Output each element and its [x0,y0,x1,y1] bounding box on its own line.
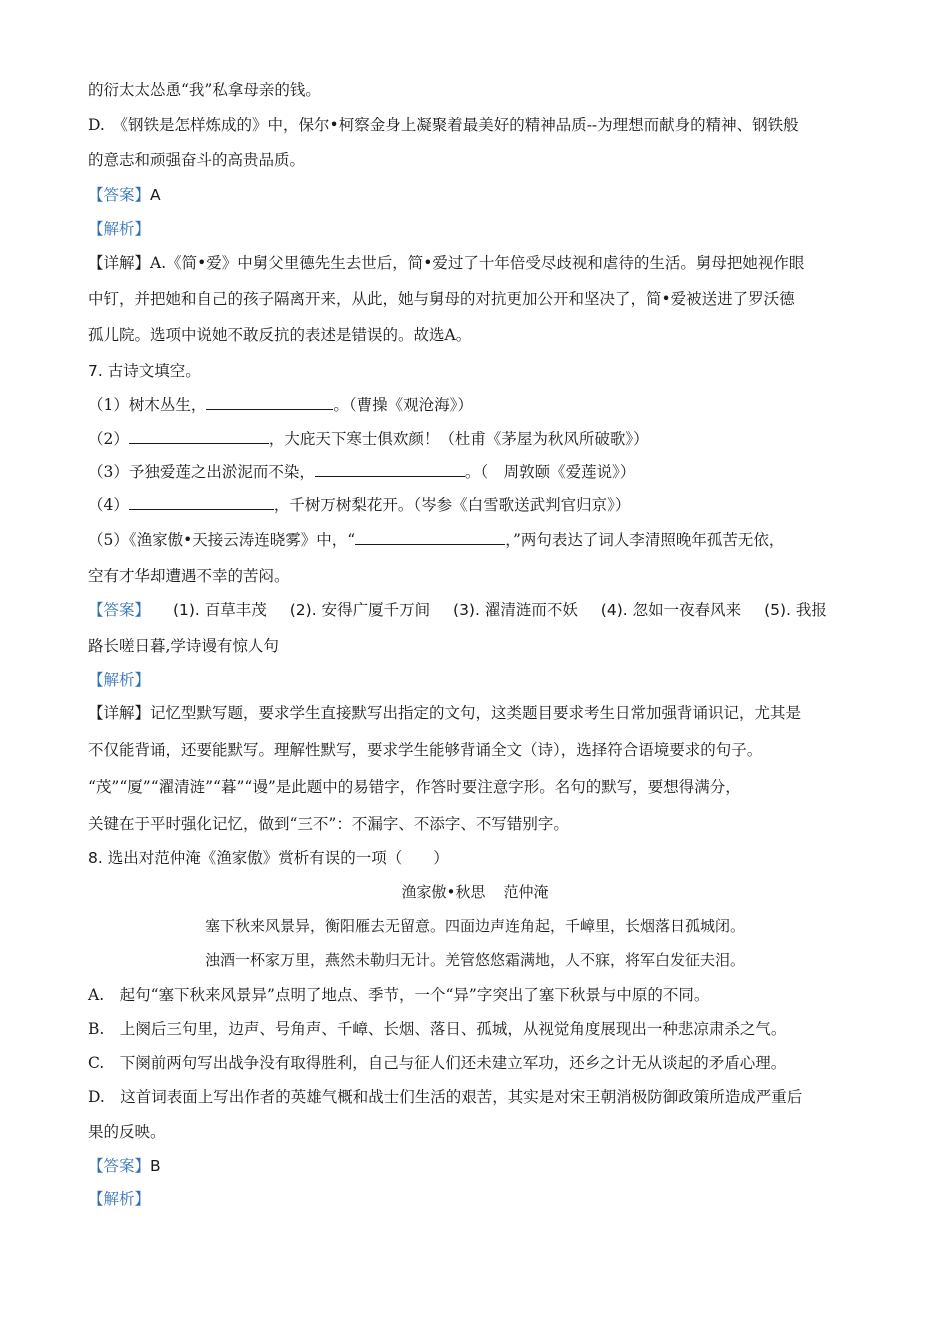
item-source: 。（ 周敦颐《爱莲说》） [464,463,636,481]
q7-item-1 [88,395,473,415]
answer-value: B [150,1157,161,1175]
q7-analysis-tag: 【解析】 [88,671,151,689]
answer-number: (4). [600,601,628,619]
question-number: 8. [88,849,103,867]
poem-heading [0,882,950,902]
fill-blank [315,462,465,477]
answer-value: A [150,186,161,204]
fill-blank [355,530,505,545]
detail-text: A.《简•爱》中舅父里德先生去世后，简•爱过了十年倍受尽歧视和虐待的生活。舅母把她视作眼 [150,254,805,272]
q8-option-a: A. 起句“塞下秋来风景异”点明了地点、季节，一个“异”字突出了塞下秋景与中原的不同。 [88,986,710,1004]
q6-detail-line3: 孤儿院。选项中说她不敢反抗的表述是错误的。故选A。 [88,326,472,344]
q6-answer [88,185,161,205]
q7-answer [88,600,827,620]
question-number: 7. [88,362,103,380]
detail-tag: 【详解】 [88,254,151,272]
item-text: （4） [88,496,129,514]
q7-item-5-cont: 空有才华却遭遇不幸的苦闷。 [88,567,290,585]
q6-option-c-tail: 的衍太太怂恿“我”私拿母亲的钱。 [88,81,321,99]
q6-option-d-cont: 的意志和顽强奋斗的高贵品质。 [88,151,306,169]
item-source: 。（曹操《观沧海》） [333,396,473,414]
item-text: （3）予独爱莲之出淤泥而不染， [88,463,315,481]
answer-tag: 【答案】 [88,186,151,204]
q8-stem [88,848,449,868]
poem-author: 范仲淹 [503,883,549,901]
q8-option-c: C. 下阕前两句写出战争没有取得胜利，自己与征人们还未建立军功，还乡之计无从谈起的矛盾心理。 [88,1054,787,1072]
poem-title: 渔家傲•秋思 [401,883,486,901]
answer-text: 濯清涟而不妖 [484,601,578,619]
item-text: （2） [88,430,129,448]
q8-answer [88,1156,161,1176]
poem-line-2: 浊酒一杯家万里，燕然未勒归无计。羌管悠悠霜满地，人不寐，将军白发征夫泪。 [204,951,745,969]
q8-analysis-tag: 【解析】 [88,1190,151,1208]
detail-tag: 【详解】 [88,704,151,722]
answer-tag: 【答案】 [88,1157,151,1175]
poem-line-1: 塞下秋来风景异，衡阳雁去无留意。四面边声连角起，千嶂里，长烟落日孤城闭。 [204,917,745,935]
question-text: 古诗文填空。 [107,362,201,380]
fill-blank [206,395,333,410]
item-source: ，千树万树梨花开。（岑参《白雪歌送武判官归京》） [273,496,631,514]
answer-number: (5). [764,601,791,619]
item-source: ，大庇天下寒士俱欢颜！（杜甫《茅屋为秋风所破歌》） [268,430,649,448]
q7-item-5 [88,530,784,550]
q7-detail-line4: 关键在于平时强化记忆，做到“三不”：不漏字、不添字、不写错别字。 [88,815,569,833]
question-text: 选出对范仲淹《渔家傲》赏析有误的一项（ ） [107,849,449,867]
q8-option-b: B. 上阕后三句里，边声、号角声、千嶂、长烟、落日、孤城，从视觉角度展现出一种悲凉肃杀之气。 [88,1020,787,1038]
q7-stem [88,361,201,381]
answer-text: 忽如一夜春风来 [632,601,742,619]
answer-text: 百草丰茂 [204,601,267,619]
q7-detail [88,703,801,723]
answer-text: 我报 [795,601,827,619]
q6-detail [88,253,804,273]
q8-option-d-cont: 果的反映。 [88,1123,166,1141]
item-source: ，”两句表达了词人李清照晚年孤苦无依， [505,531,785,549]
item-text: （1）树木丛生， [88,396,207,414]
fill-blank [129,495,274,510]
q7-answer-cont: 路长嗟日暮,学诗谩有惊人句 [88,637,279,655]
detail-text: 记忆型默写题，要求学生直接默写出指定的文句，这类题目要求考生日常加强背诵识记，尤其是 [150,704,802,722]
q7-detail-line2: 不仅能背诵，还要能默写。理解性默写，要求学生能够背诵全文（诗），选择符合语境要求的句子。 [88,741,763,759]
q8-option-d: D. 这首词表面上写出作者的英雄气概和战士们生活的艰苦，其实是对宋王朝消极防御政策所造成严重后 [88,1088,803,1106]
answer-number: (1). [172,601,200,619]
q7-item-3 [88,462,635,482]
q6-analysis-tag: 【解析】 [88,220,151,238]
answer-text: 安得广厦千万间 [321,601,431,619]
q6-option-d: D. 《钢铁是怎样炼成的》中，保尔•柯察金身上凝聚着最美好的精神品质--为理想而献身的精神、钢铁般 [88,116,799,134]
item-text: （5）《渔家傲•天接云涛连晓雾》中，“ [88,531,356,549]
q7-detail-line3: “茂”“厦”“濯清涟”“暮”“谩”是此题中的易错字，作答时要注意字形。名句的默写，要想得满分， [88,778,741,796]
q7-item-2 [88,429,649,449]
fill-blank [129,429,269,444]
q7-item-4 [88,495,630,515]
answer-number: (3). [453,601,480,619]
answer-number: (2). [289,601,317,619]
answer-tag: 【答案】 [88,601,151,619]
q6-detail-line2: 中钉，并把她和自己的孩子隔离开来，从此，她与舅母的对抗更加公开和坚决了，简•爱被送进了罗沃德 [88,290,795,308]
